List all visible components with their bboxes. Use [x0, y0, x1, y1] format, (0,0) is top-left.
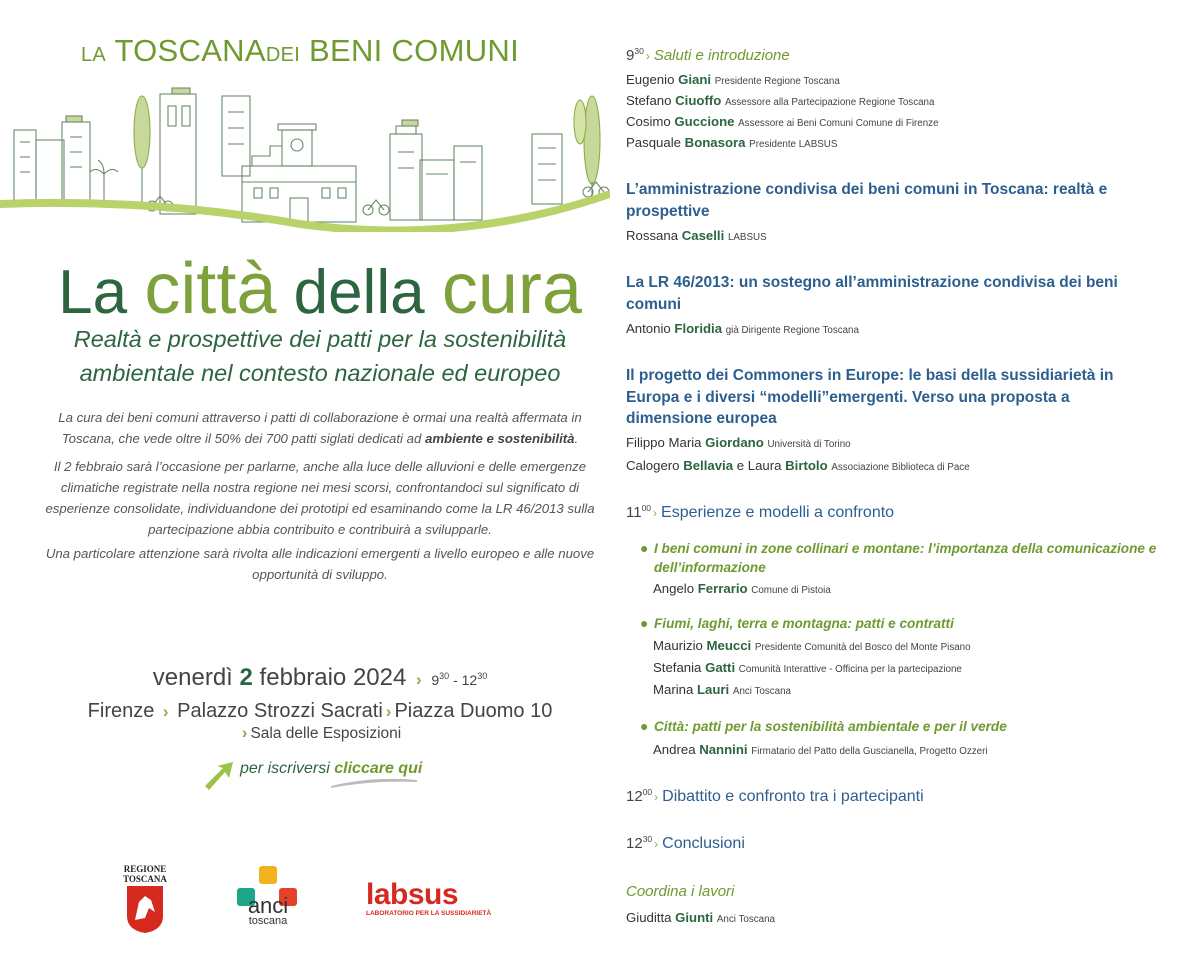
signup-link[interactable] [240, 760, 422, 778]
intro-paragraph-2: Il 2 febbraio sarà l’occasione per parlarne, anche alla luce delle alluvioni e delle emergenze climatiche registrate nella nostra regione nei mesi scorsi, confrontandoci sul significato di esperienze consolidate, individuandone dei prototipi ed esaminando come la LR 46/2013 sulla partecipazione abbia contribuito e contribuirà a svilupparle. [45, 459, 595, 537]
chevron-right-icon: › [162, 702, 169, 721]
session-title-esperienze: Esperienze e modelli a confronto [661, 504, 895, 521]
building-right-2 [420, 160, 454, 220]
speaker-row: Maurizio Meucci Presidente Comunità del Bosco del Monte Pisano [653, 638, 971, 653]
bullet-item-2: ● Fiumi, laghi, terra e montagna: patti e contratti [640, 615, 954, 631]
title-della: della [293, 258, 425, 327]
labsus-logo: labsus LABORATORIO PER LA SUSSIDIARIETÀ [366, 878, 492, 917]
speaker-row: Stefano Ciuoffo Assessore alla Partecipazione Regione Toscana [626, 93, 935, 108]
title-cura: cura [441, 249, 582, 329]
bullet-item-3: ● Città: patti per la sostenibilità ambientale e per il verde [640, 718, 1007, 734]
brand-la: LA [81, 44, 107, 66]
bullet-dot-icon: ● [640, 540, 649, 556]
city-skyline-illustration [0, 82, 610, 232]
date-month-year: febbraio 2024 [259, 664, 407, 691]
tree-right-icon [584, 96, 600, 184]
intro-p1-text: La cura dei beni comuni attraverso i patti di collaborazione è ormai una realtà affermata in Toscana, che vede oltre il 50% dei 700 patti siglati dedicati ad [58, 410, 582, 446]
building-tower-left [160, 94, 196, 214]
subtitle-line-2: ambientale nel contesto nazionale ed europeo [79, 360, 561, 386]
place-square: Piazza Duomo 10 [394, 700, 553, 722]
intro-p1-end: . [574, 431, 579, 446]
intro-paragraph-1 [38, 407, 602, 449]
session-title-dibattito: Dibattito e confronto tra i partecipanti [662, 788, 924, 805]
session-title-conclusioni: Conclusioni [662, 835, 745, 852]
place-city: Firenze [87, 700, 155, 722]
brand-heading [0, 33, 600, 69]
building-right-3 [454, 146, 482, 220]
title-citta: città [144, 249, 277, 329]
speaker-row: Eugenio Giani Presidente Regione Toscana [626, 72, 840, 87]
place-venue: Palazzo Strozzi Sacrati [177, 700, 383, 722]
building-far-right [532, 134, 562, 204]
session-title-saluti: Saluti e introduzione [653, 47, 790, 64]
speaker-row: Stefania Gatti Comunità Interattive - Officina per la partecipazione [653, 660, 962, 675]
building-2 [36, 140, 64, 202]
title-la: La [58, 258, 128, 327]
session-time-1100: $11^{00}$ › Esperienze e modelli a confronto [626, 503, 895, 521]
building-1 [14, 130, 36, 202]
toscana-shield-icon [125, 884, 165, 934]
speaker-row: Andrea Nannini Firmatario del Patto della Guscianella, Progetto Ozzeri [653, 742, 988, 757]
session-time-1200: $12^{00}$ › Dibattito e confronto tra i partecipanti [626, 787, 924, 805]
subtitle-line-1: Realtà e prospettive dei patti per la sostenibilità [73, 326, 567, 352]
clock-tower [282, 130, 312, 166]
session-time-0930: $9^{30}$ › Saluti e introduzione [626, 46, 790, 64]
bullet-item-1: ● I beni comuni in zone collinari e montane: l’importanza della comunicazione e dell’informazione [640, 540, 1157, 575]
regione-toscana-logo: REGIONE TOSCANA [120, 864, 170, 939]
date-day-name: venerdì [152, 664, 233, 691]
date-day-number: 2 [239, 664, 253, 691]
chair-label: Coordina i lavori [626, 883, 735, 900]
chevron-right-icon: › [416, 670, 422, 689]
building-3 [62, 122, 90, 202]
chevron-right-icon: › [241, 723, 248, 742]
building-right-1 [390, 134, 422, 220]
speaker-row: Filippo Maria Giordano Università di Torino [626, 435, 851, 450]
talk-title-1: L’amministrazione condivisa dei beni comuni in Toscana: realtà e prospettive [626, 181, 1108, 220]
event-room [0, 723, 640, 743]
brand-toscana: TOSCANA [114, 33, 266, 68]
arrow-icon [205, 762, 233, 790]
main-title [0, 248, 640, 330]
room-name: Sala delle Esposizioni [250, 725, 402, 742]
speaker-row: Pasquale Bonasora Presidente LABSUS [626, 135, 838, 150]
bullet-dot-icon: ● [640, 718, 649, 734]
session-time-1230: $12^{30}$ › Conclusioni [626, 834, 745, 852]
building-tall [222, 96, 250, 176]
signup-click-here[interactable]: cliccare qui [334, 760, 423, 777]
talk-title-3: Il progetto dei Commoners in Europe: le basi della sussidiarietà in Europa e i diversi “modelli”emergenti. Verso una proposta a dimensione europea [626, 367, 1114, 427]
speaker-row: Rossana Caselli LABSUS [626, 228, 767, 243]
speaker-row: Antonio Floridia già Dirigente Regione Toscana [626, 321, 859, 336]
subtitle [20, 322, 620, 390]
anci-toscana-logo: anci toscana [235, 866, 301, 927]
chevron-right-icon: › [385, 702, 392, 721]
intro-p1-bold: ambiente e sostenibilità [424, 431, 575, 446]
tree-left-icon [134, 96, 150, 168]
intro-paragraph-3: Una particolare attenzione sarà rivolta alle indicazioni emergenti a livello europeo e alle nuove opportunità di sviluppo. [45, 546, 595, 582]
bullet-dot-icon: ● [640, 615, 649, 631]
signup-text: per iscriversi [240, 760, 330, 777]
speaker-row: Cosimo Guccione Assessore ai Beni Comuni Comune di Firenze [626, 114, 939, 129]
talk-title-2: La LR 46/2013: un sostegno all’amministrazione condivisa dei beni comuni [626, 274, 1118, 313]
speaker-row: Angelo Ferrario Comune di Pistoia [653, 581, 831, 596]
green-hill [0, 190, 610, 232]
speaker-row: Giuditta Giunti Anci Toscana [626, 910, 775, 925]
brand-dei: DEI [265, 44, 301, 66]
brand-beni-comuni: BENI COMUNI [309, 33, 519, 68]
speaker-row: Calogero Bellavia e Laura Birtolo Associazione Biblioteca di Pace [626, 458, 970, 473]
event-date [0, 664, 640, 692]
event-time: $9^{30} - 12^{30}$ [431, 671, 488, 688]
speaker-row: Marina Lauri Anci Toscana [653, 682, 791, 697]
event-place [0, 700, 640, 723]
